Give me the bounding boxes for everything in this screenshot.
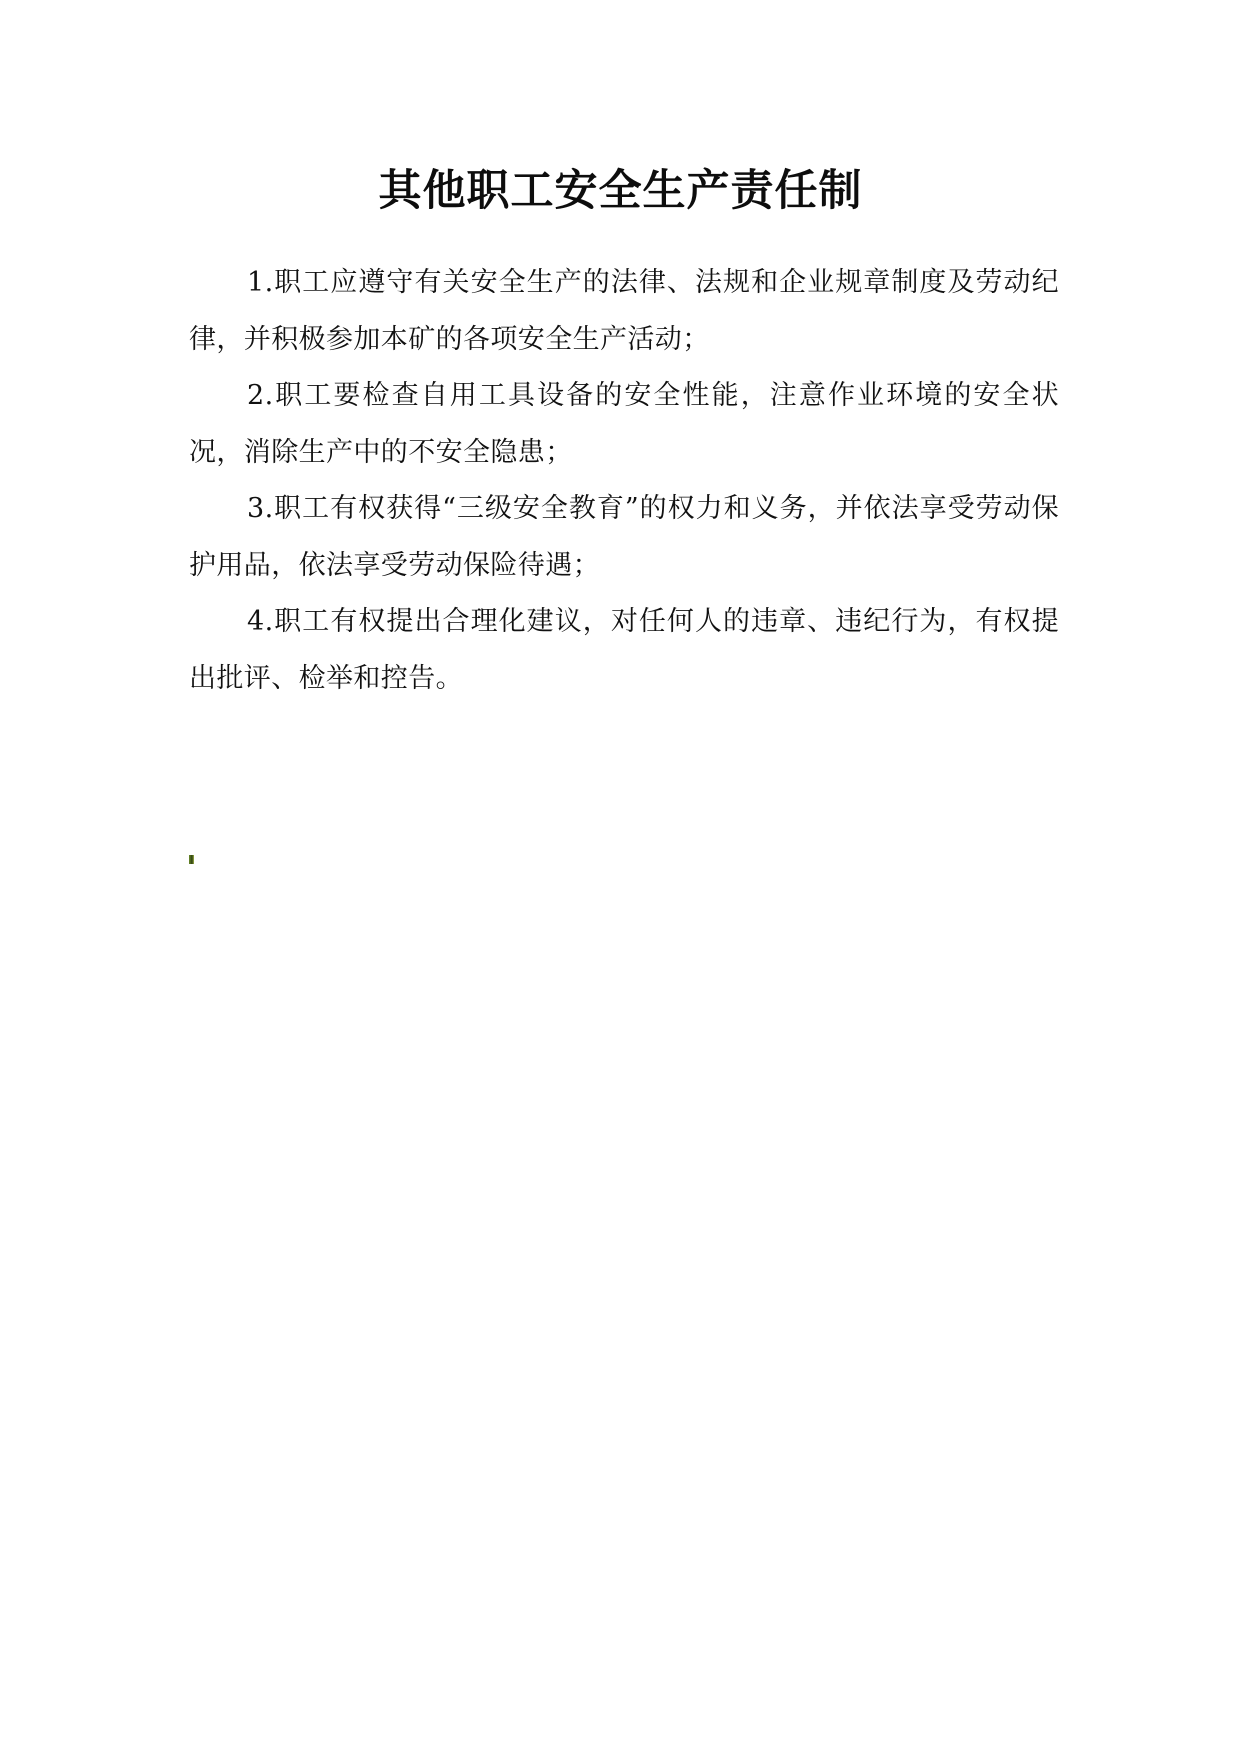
document-body: [189, 255, 1059, 707]
paragraph-2: 2.职工要检查自用工具设备的安全性能，注意作业环境的安全状况，消除生产中的不安全隐患；: [189, 380, 1059, 468]
small-image-fragment-icon: [189, 855, 194, 864]
paragraph-1: 1.职工应遵守有关安全生产的法律、法规和企业规章制度及劳动纪律，并积极参加本矿的各项安全生产活动；: [189, 267, 1059, 355]
paragraph-4: 4.职工有权提出合理化建议，对任何人的违章、违纪行为，有权提出批评、检举和控告。: [189, 606, 1059, 694]
paragraph-3: 3.职工有权获得“三级安全教育”的权力和义务，并依法享受劳动保护用品，依法享受劳动保险待遇；: [189, 493, 1059, 581]
document-title: 其他职工安全生产责任制: [378, 166, 863, 216]
